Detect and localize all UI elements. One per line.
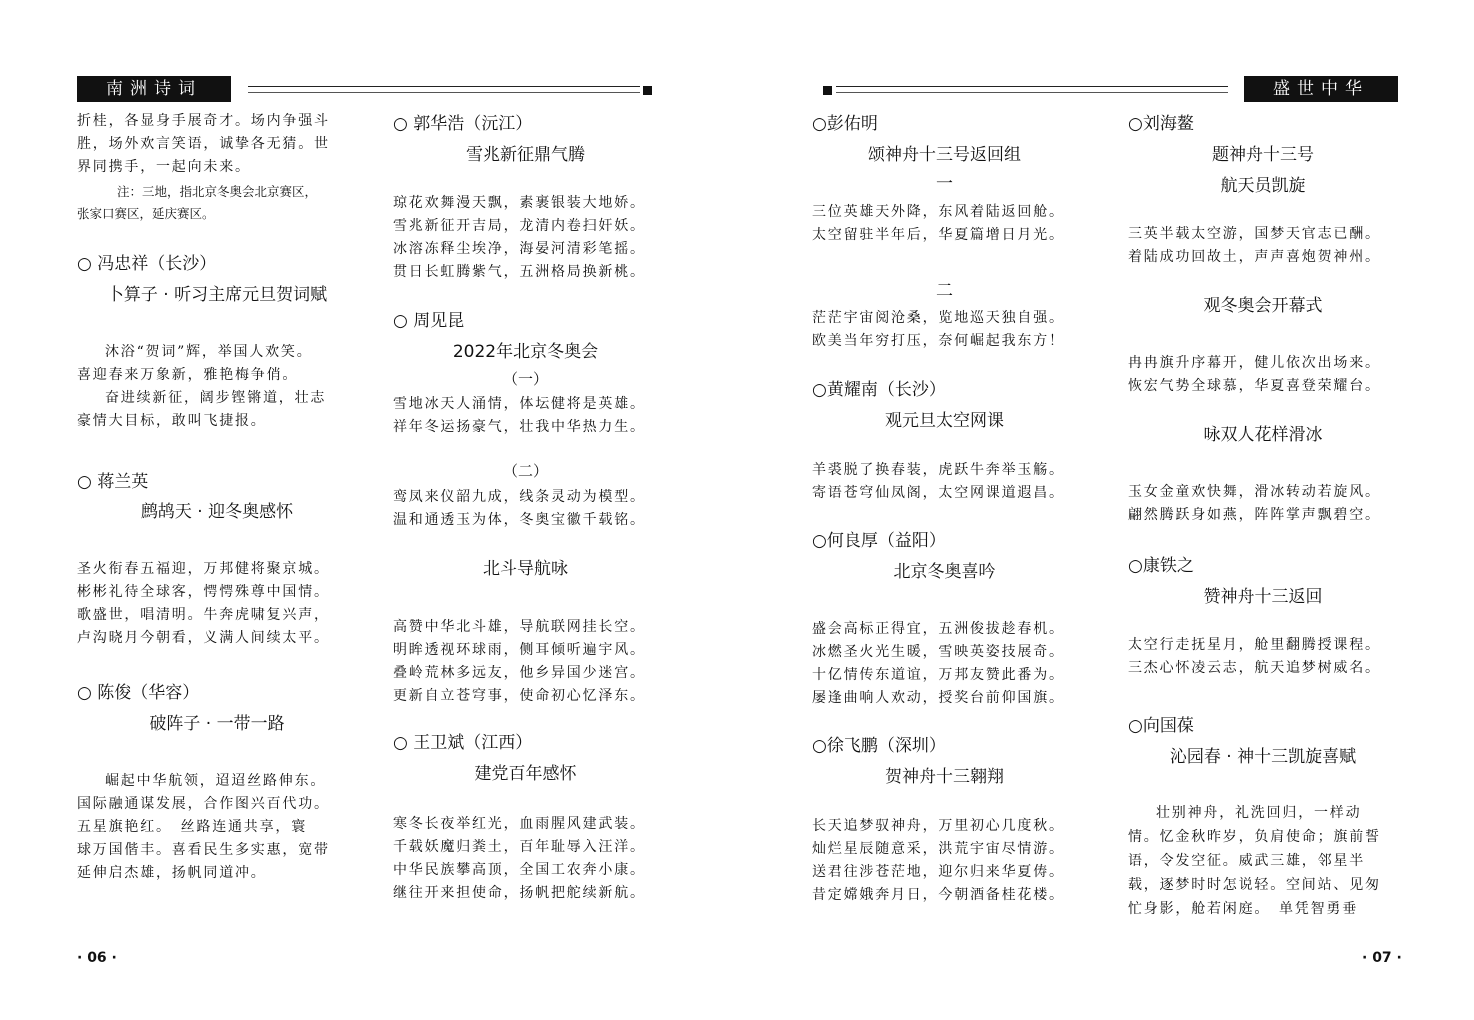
header-square-right	[823, 86, 832, 95]
poem-line: 冉冉旗升序幕开，健儿依次出场来。	[1128, 355, 1381, 371]
poem-line: 送君往涉苍茫地，迎尔归来华夏俦。	[812, 864, 1065, 880]
poem-line: 太空留驻半年后，华夏篇增日月光。	[812, 227, 1065, 243]
poem-line: 着陆成功回故土，声声喜炮贺神州。	[1128, 249, 1381, 265]
poem-subtitle: 二	[936, 281, 953, 301]
poem-line: 十亿情传东道谊，万邦友赞此番为。	[812, 667, 1065, 683]
poem-author: ○刘海鳌	[1128, 114, 1194, 134]
poem-line: 豪情大目标，敢叫飞捷报。	[77, 413, 267, 429]
poem-line: 千载妖魔归粪土，百年耻辱入汪洋。	[393, 839, 646, 855]
poem-line: 载，逐梦时时怎说轻。空间站、见匆	[1128, 877, 1381, 893]
poem-line: 三杰心怀凌云志，航天追梦树威名。	[1128, 660, 1381, 676]
poem-author: ○ 冯忠祥（长沙）	[77, 254, 217, 274]
poem-title: 题神舟十三号	[1212, 145, 1314, 165]
poem-line: 国际融通谋发展，合作图兴百代功。	[77, 796, 330, 812]
poem-line: 灿烂星辰随意采，洪荒宇宙尽情游。	[812, 841, 1065, 857]
poem-line: 壮别神舟，礼洗回归，一样动	[1156, 805, 1362, 821]
poem-subtitle: 一	[936, 174, 953, 194]
poem-line: 继往开来担使命，扬帆把舵续新航。	[393, 885, 646, 901]
poem-line: 球万国偕丰。喜看民生多实惠，宽带	[77, 842, 330, 858]
poem-line: 欧美当年穷打压，奈何崛起我东方！	[812, 333, 1065, 349]
poem-title: 卜算子 · 听习主席元旦贺词赋	[106, 285, 328, 305]
poem-line: 三位英雄天外降，东风着陆返回舱。	[812, 204, 1065, 220]
poem-line: 五星旗艳红。 丝路连通共享，寰	[77, 819, 307, 835]
poem-line: 奋进续新征，阔步铿锵道，壮志	[105, 390, 327, 406]
poem-line: 三英半载太空游，国梦天官志已酬。	[1128, 226, 1381, 242]
poem-line: 崛起中华航领，迢迢丝路伸东。	[105, 773, 327, 789]
page-number-left: · 06 ·	[77, 950, 117, 966]
poem-title: 咏双人花样滑冰	[1203, 425, 1323, 445]
poem-title: 赞神舟十三返回	[1203, 587, 1323, 607]
poem-author: ○ 王卫斌（江西）	[393, 733, 533, 753]
poem-line: 明眸透视环球雨，侧耳倾听遍宇风。	[393, 642, 646, 658]
poem-author: ○何良厚（益阳）	[812, 531, 946, 551]
poem-line: 太空行走抚星月，舱里翻腾授课程。	[1128, 637, 1381, 653]
poem-line: 玉女金童欢快舞，滑冰转动若旋风。	[1128, 484, 1381, 500]
page-number-right: · 07 ·	[1362, 950, 1402, 966]
poem-line: 翩然腾跃身如燕，阵阵掌声飘碧空。	[1128, 507, 1381, 523]
poem-title: 颂神舟十三号返回组	[868, 145, 1021, 165]
footnote: 注：三地，指北京冬奥会北京赛区，	[117, 184, 318, 199]
poem-line: 寄语苍穹仙凤阁，太空网课道遐昌。	[812, 485, 1065, 501]
section-tab-right: 盛世中华	[1244, 76, 1398, 102]
poem-line: 语，令发空征。威武三雄，邻星半	[1128, 853, 1365, 869]
poem-line: 琼花欢舞漫天飘，素裹银装大地娇。	[393, 195, 646, 211]
poem-title: 贺神舟十三翱翔	[885, 767, 1004, 787]
poem-title: 建党百年感怀	[474, 764, 577, 784]
poem-line: 寒冬长夜举红光，血雨腥风建武装。	[393, 816, 646, 832]
poem-line: 贯日长虹腾紫气，五洲格局换新桃。	[393, 264, 646, 280]
poem-line: 长天追梦驭神舟，万里初心几度秋。	[812, 818, 1065, 834]
poem-author: ○ 陈俊（华容）	[77, 683, 200, 703]
poem-line: 屡逢曲响人欢动，授奖台前仰国旗。	[812, 690, 1065, 706]
poem-line: 温和通透玉为体，冬奥宝徽千载铭。	[393, 512, 646, 528]
poem-line: 羊裘脱了换春装，虎跃牛奔举玉觞。	[812, 462, 1065, 478]
header-rule-left-2	[248, 92, 640, 93]
poem-line: 叠岭荒林多远友，他乡异国少迷宫。	[393, 665, 646, 681]
poem-author: ○ 蒋兰英	[77, 472, 149, 492]
poem-title: 北斗导航咏	[483, 559, 568, 579]
poem-author: ○向国葆	[1128, 716, 1194, 736]
poem-author: ○黄耀南（长沙）	[812, 380, 946, 400]
poem-title: 观元旦太空网课	[885, 411, 1004, 431]
poem-line: 恢宏气势全球慕，华夏喜登荣耀台。	[1128, 378, 1381, 394]
poem-line: 圣火衔春五福迎，万邦健将聚京城。	[77, 561, 330, 577]
cont-line: 界同携手，一起向未来。	[77, 159, 251, 175]
cont-line: 胜，场外欢言笑语，诚挚各无猜。世	[77, 136, 330, 152]
poem-title: 北京冬奥喜吟	[893, 562, 996, 582]
cont-line: 折桂，各显身手展奇才。场内争强斗	[77, 113, 330, 129]
poem-subtitle: （二）	[502, 462, 548, 480]
poem-line: 高赞中华北斗雄，导航联网挂长空。	[393, 619, 646, 635]
section-tab-left: 南洲诗词	[77, 76, 231, 102]
poem-line: 歌盛世，唱清明。牛奔虎啸复兴声，	[77, 607, 330, 623]
poem-line: 沐浴“贺词”辉，举国人欢笑。	[105, 344, 313, 360]
poem-line: 鸾凤来仪韶九成，线条灵动为模型。	[393, 489, 646, 505]
poem-title: 沁园春 · 神十三凯旋喜赋	[1169, 747, 1357, 767]
header-rule-left	[248, 86, 640, 87]
poem-title: 破阵子 · 一带一路	[149, 714, 285, 734]
poem-line: 雪兆新征开吉局，龙清内卷扫奸妖。	[393, 218, 646, 234]
poem-line: 昔定嫦娥奔月日，今朝酒备桂花楼。	[812, 887, 1065, 903]
poem-author: ○彭佑明	[812, 114, 878, 134]
poem-line: 更新自立苍穹事，使命初心忆泽东。	[393, 688, 646, 704]
poem-line: 盛会高标正得宜，五洲俊拔趁春机。	[812, 621, 1065, 637]
poem-line: 卢沟晓月今朝看，义满人间续太平。	[77, 630, 330, 646]
header-rule-right-2	[836, 92, 1228, 93]
poem-line: 冰溶冻释尘埃净，海晏河清彩笔摇。	[393, 241, 646, 257]
poem-author: ○康铁之	[1128, 556, 1194, 576]
poem-line: 茫茫宇宙阅沧桑，览地巡天独自强。	[812, 310, 1065, 326]
poem-author: ○ 周见昆	[393, 311, 465, 331]
header-rule-right	[836, 86, 1228, 87]
poem-line: 彬彬礼待全球客，愕愕殊尊中国情。	[77, 584, 330, 600]
poem-line: 忙身影，舱若闲庭。 单凭智勇垂	[1128, 901, 1358, 917]
poem-author: ○ 郭华浩（沅江）	[393, 114, 533, 134]
poem-title: 鹧鸪天 · 迎冬奥感怀	[140, 502, 294, 522]
poem-line: 雪地冰天人涌情，体坛健将是英雄。	[393, 396, 646, 412]
poem-line: 祥年冬运扬豪气，壮我中华热力生。	[393, 419, 646, 435]
poem-line: 冰燃圣火光生暖，雪映英姿技展奇。	[812, 644, 1065, 660]
poem-line: 喜迎春来万象新，雅艳梅争俏。	[77, 367, 299, 383]
poem-author: ○徐飞鹏（深圳）	[812, 736, 946, 756]
poem-title: 航天员凯旋	[1220, 176, 1306, 196]
poem-title: 观冬奥会开幕式	[1203, 296, 1323, 316]
poem-title: 雪兆新征鼎气腾	[466, 145, 585, 165]
header-square-left	[643, 86, 652, 95]
poem-subtitle: （一）	[502, 370, 548, 388]
footnote: 张家口赛区，延庆赛区。	[77, 206, 215, 221]
poem-line: 情。忆金秋昨岁，负肩使命；旗前誓	[1128, 829, 1381, 845]
poem-line: 中华民族攀高顶，全国工农奔小康。	[393, 862, 646, 878]
poem-line: 延伸启杰雄，扬帆同道冲。	[77, 865, 267, 881]
poem-title: 2022年北京冬奥会	[452, 342, 599, 362]
